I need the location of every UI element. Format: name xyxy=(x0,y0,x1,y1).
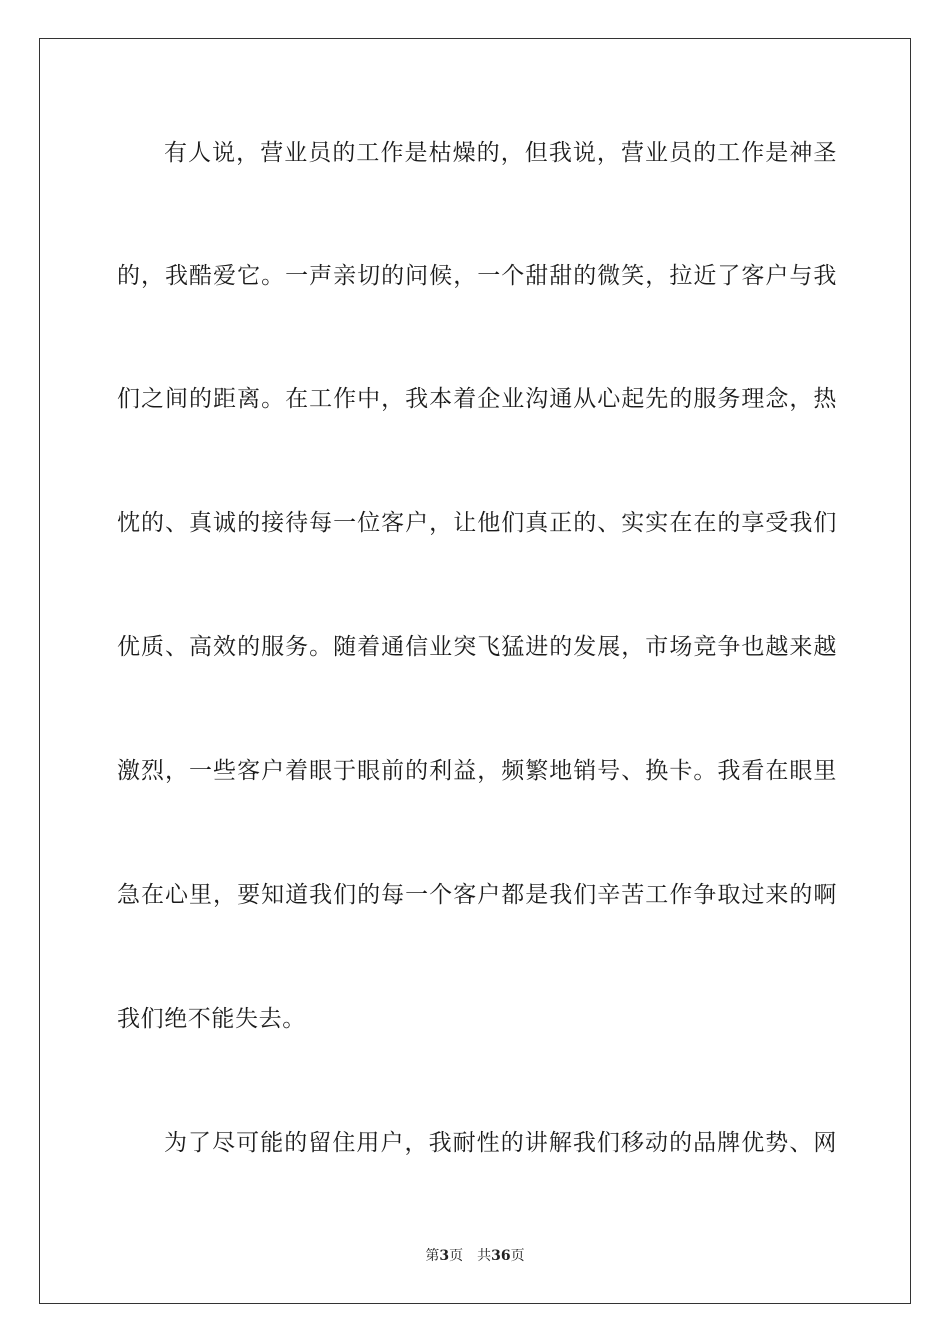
page-prefix: 第 xyxy=(425,1248,440,1264)
paragraph-1-line-2: 的，我酷爱它。一声亲切的问候，一个甜甜的微笑，拉近了客户与我 xyxy=(117,263,837,289)
paragraph-1-line-4: 忱的、真诚的接待每一位客户，让他们真正的、实实在在的享受我们 xyxy=(117,510,837,536)
page-border xyxy=(39,38,911,1304)
page-suffix: 页 xyxy=(449,1248,464,1264)
total-suffix: 页 xyxy=(510,1248,525,1264)
paragraph-1-line-3: 们之间的距离。在工作中，我本着企业沟通从心起先的服务理念，热 xyxy=(117,386,837,412)
total-prefix: 共 xyxy=(477,1248,492,1264)
total-pages: 36 xyxy=(491,1248,511,1264)
paragraph-1-line-1: 有人说，营业员的工作是枯燥的，但我说，营业员的工作是神圣 xyxy=(164,140,837,166)
paragraph-1-line-8: 我们绝不能失去。 xyxy=(117,1006,306,1032)
paragraph-2-line-1: 为了尽可能的留住用户，我耐性的讲解我们移动的品牌优势、网 xyxy=(164,1130,837,1156)
page-number: 3 xyxy=(439,1248,450,1264)
paragraph-1-line-7: 急在心里，要知道我们的每一个客户都是我们辛苦工作争取过来的啊 xyxy=(117,882,837,908)
paragraph-1-line-6: 激烈，一些客户着眼于眼前的利益，频繁地销号、换卡。我看在眼里 xyxy=(117,758,837,784)
paragraph-1-line-5: 优质、高效的服务。随着通信业突飞猛进的发展，市场竞争也越来越 xyxy=(117,634,837,660)
page-footer xyxy=(0,1246,950,1266)
